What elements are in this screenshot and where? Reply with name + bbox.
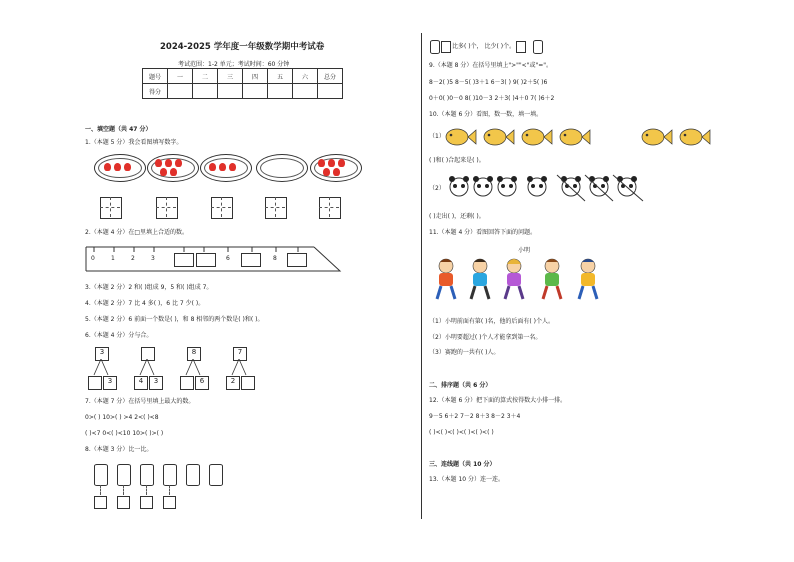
question-12: 12.（本题 6 分）把下面的算式按得数大小排一排。 xyxy=(429,397,567,404)
split-part: 4 xyxy=(134,376,148,390)
ruler-number: 0 xyxy=(91,255,95,262)
question-7-line-1: 0>( ) 10>( ) >4 2<( )<8 xyxy=(85,414,159,421)
panda-icon xyxy=(473,176,493,196)
strawberry-icon xyxy=(229,163,236,171)
score-cell: 题号 xyxy=(143,69,168,84)
score-cell: 二 xyxy=(193,69,218,84)
strawberry-icon xyxy=(104,163,111,171)
strawberry-icon xyxy=(165,159,172,167)
answer-box[interactable] xyxy=(211,197,233,219)
fish-row xyxy=(445,124,715,150)
guide-line xyxy=(265,207,285,208)
score-cell: 一 xyxy=(168,69,193,84)
strawberry-icon xyxy=(170,168,177,176)
guide-line xyxy=(211,207,231,208)
strawberry-icon xyxy=(318,159,325,167)
strawberry-icon xyxy=(338,159,345,167)
panda-row xyxy=(447,173,657,203)
score-input-cell[interactable] xyxy=(268,84,293,99)
score-cell: 五 xyxy=(268,69,293,84)
question-9-line-2: 0＋0( )0－0 8( )10－3 2＋3( )4＋0 7( )6＋2 xyxy=(429,95,555,102)
question-12-order: ( )<( )<( )<( )<( )<( ) xyxy=(429,429,494,436)
runner-icon xyxy=(471,259,489,299)
strawberry-icon xyxy=(328,159,335,167)
score-input-cell[interactable] xyxy=(318,84,343,99)
score-table-score-row xyxy=(143,84,343,99)
fish-icon xyxy=(560,129,590,145)
question-12-expressions: 9－5 6＋2 7－2 8＋3 8－2 3＋4 xyxy=(429,413,521,420)
answer-box[interactable] xyxy=(156,197,178,219)
strawberry-icon xyxy=(155,159,162,167)
runner-name-label: 小明 xyxy=(518,247,531,254)
strawberry-icon xyxy=(219,163,226,171)
score-cell: 总分 xyxy=(318,69,343,84)
score-input-cell[interactable] xyxy=(168,84,193,99)
question-11-part-2: （2）小明要超过( )个人才能拿到第一名。 xyxy=(429,334,542,341)
fish-icon xyxy=(446,129,476,145)
answer-box[interactable] xyxy=(100,197,122,219)
guide-line xyxy=(169,485,170,495)
guide-line xyxy=(146,485,147,495)
guide-line xyxy=(100,207,120,208)
guide-line xyxy=(123,485,124,495)
cylinder-icon xyxy=(186,464,200,486)
section-heading: 二、排序题（共 6 分） xyxy=(429,382,492,389)
guide-line xyxy=(319,207,339,208)
score-table-header-row xyxy=(143,69,343,84)
exam-info: 考试范围：1-2 单元；考试时间：60 分钟 xyxy=(178,61,290,68)
split-part[interactable] xyxy=(241,376,255,390)
question-11: 11.（本题 4 分）看图回答下面的问题。 xyxy=(429,229,537,236)
cylinder-icon xyxy=(533,40,543,54)
section-heading: 三、连线题（共 10 分） xyxy=(429,461,496,468)
split-part[interactable] xyxy=(88,376,102,390)
runner-icon xyxy=(437,259,455,299)
question-1: 1.（本题 5 分）我会看图填写数字。 xyxy=(85,139,183,146)
split-part[interactable] xyxy=(180,376,194,390)
split-lines xyxy=(84,359,264,377)
runner-icon xyxy=(579,259,597,299)
score-cell: 得分 xyxy=(143,84,168,99)
ruler-number: 2 xyxy=(131,255,135,262)
score-input-cell[interactable] xyxy=(243,84,268,99)
strawberry-icon xyxy=(114,163,121,171)
cylinder-icon xyxy=(209,464,223,486)
ruler-answer-box[interactable] xyxy=(287,253,307,267)
strawberry-icon xyxy=(124,163,131,171)
question-10: 10.（本题 6 分）看图，数一数，填一填。 xyxy=(429,111,543,118)
ruler-number: 1 xyxy=(111,255,115,262)
question-7: 7.（本题 7 分）在括号里填上最大的数。 xyxy=(85,398,195,405)
split-part: 6 xyxy=(195,376,209,390)
ruler-answer-box[interactable] xyxy=(241,253,261,267)
split-part: 3 xyxy=(103,376,117,390)
cylinder-icon xyxy=(140,464,154,486)
split-part: 3 xyxy=(149,376,163,390)
ruler-number: 6 xyxy=(226,255,230,262)
runner-icon xyxy=(543,259,561,299)
score-input-cell[interactable] xyxy=(218,84,243,99)
plate-icon xyxy=(256,154,308,182)
ruler-number: 8 xyxy=(273,255,277,262)
section-heading: 一、填空题（共 47 分） xyxy=(85,126,152,133)
cube-icon xyxy=(163,496,176,509)
split-top: 3 xyxy=(95,347,109,361)
score-cell: 四 xyxy=(243,69,268,84)
question-4: 4.（本题 2 分）7 比 4 多( )，6 比 7 少( )。 xyxy=(85,300,205,307)
panda-icon xyxy=(497,176,517,196)
fish-icon xyxy=(642,129,672,145)
fish-icon xyxy=(680,129,710,145)
question-10-part-2-label: （2） xyxy=(429,185,445,192)
question-7-line-2: ( )<7 0<( )<10 10>( )>( ) xyxy=(85,430,164,437)
compare-sentence: 比多( )个， 比少( )个。 xyxy=(452,43,516,50)
guide-line xyxy=(100,485,101,495)
question-11-part-3: （3）赛跑的一共有( )人。 xyxy=(429,349,500,356)
cube-icon xyxy=(441,41,451,53)
strawberry-icon xyxy=(333,168,340,176)
panda-icon xyxy=(589,176,609,196)
answer-box[interactable] xyxy=(319,197,341,219)
score-input-cell[interactable] xyxy=(193,84,218,99)
panda-icon xyxy=(527,176,547,196)
panda-icon xyxy=(449,176,469,196)
question-10-part-2-text: ( )走出( )，还剩( )。 xyxy=(429,213,485,220)
cylinder-icon xyxy=(117,464,131,486)
question-9-line-1: 8－2( )5 8－5( )3＋1 6－3( ) 9( )2＋5( )6 xyxy=(429,79,548,86)
strawberry-icon xyxy=(323,168,330,176)
strawberry-icon xyxy=(160,168,167,176)
question-11-part-1: （1）小明前面有第( )名，他的后面有( )个人。 xyxy=(429,318,554,325)
score-cell: 六 xyxy=(293,69,318,84)
split-top: 7 xyxy=(233,347,247,361)
question-10-part-1-text: ( )和( )合起来是( )。 xyxy=(429,157,485,164)
question-5: 5.（本题 2 分）6 前面一个数是( )，和 8 相邻的两个数是( )和( )。 xyxy=(85,316,264,323)
question-6: 6.（本题 4 分）分与合。 xyxy=(85,332,153,339)
score-table xyxy=(142,68,343,99)
plate-icon xyxy=(200,154,252,182)
runners-illustration xyxy=(434,257,614,303)
question-9: 9.（本题 8 分）在括号里填上">""<"或"="。 xyxy=(429,62,552,69)
split-part: 2 xyxy=(226,376,240,390)
cube-icon xyxy=(117,496,130,509)
score-cell: 三 xyxy=(218,69,243,84)
guide-line xyxy=(156,207,176,208)
question-8: 8.（本题 3 分）比一比。 xyxy=(85,446,153,453)
question-2: 2.（本题 4 分）在□里填上合适的数。 xyxy=(85,229,189,236)
panda-icon xyxy=(561,176,581,196)
page-title: 2024-2025 学年度一年级数学期中考试卷 xyxy=(160,42,325,52)
question-3: 3.（本题 2 分）2 和( )组成 9，5 和( )组成 7。 xyxy=(85,284,213,291)
cylinder-icon xyxy=(94,464,108,486)
ruler-answer-box[interactable] xyxy=(196,253,216,267)
score-input-cell[interactable] xyxy=(293,84,318,99)
question-13: 13.（本题 10 分）连一连。 xyxy=(429,476,504,483)
strawberry-icon xyxy=(175,159,182,167)
fish-icon xyxy=(522,129,552,145)
ruler-answer-box[interactable] xyxy=(174,253,194,267)
strawberry-icon xyxy=(209,163,216,171)
split-top: 8 xyxy=(187,347,201,361)
question-10-part-1-label: （1） xyxy=(429,133,445,140)
ruler-number: 3 xyxy=(151,255,155,262)
answer-box[interactable] xyxy=(265,197,287,219)
cube-icon xyxy=(140,496,153,509)
cube-icon xyxy=(516,41,526,53)
cylinder-icon xyxy=(430,40,440,54)
column-divider xyxy=(421,33,422,519)
cylinder-icon xyxy=(163,464,177,486)
cube-icon xyxy=(94,496,107,509)
runner-icon xyxy=(505,259,523,299)
fish-icon xyxy=(484,129,514,145)
